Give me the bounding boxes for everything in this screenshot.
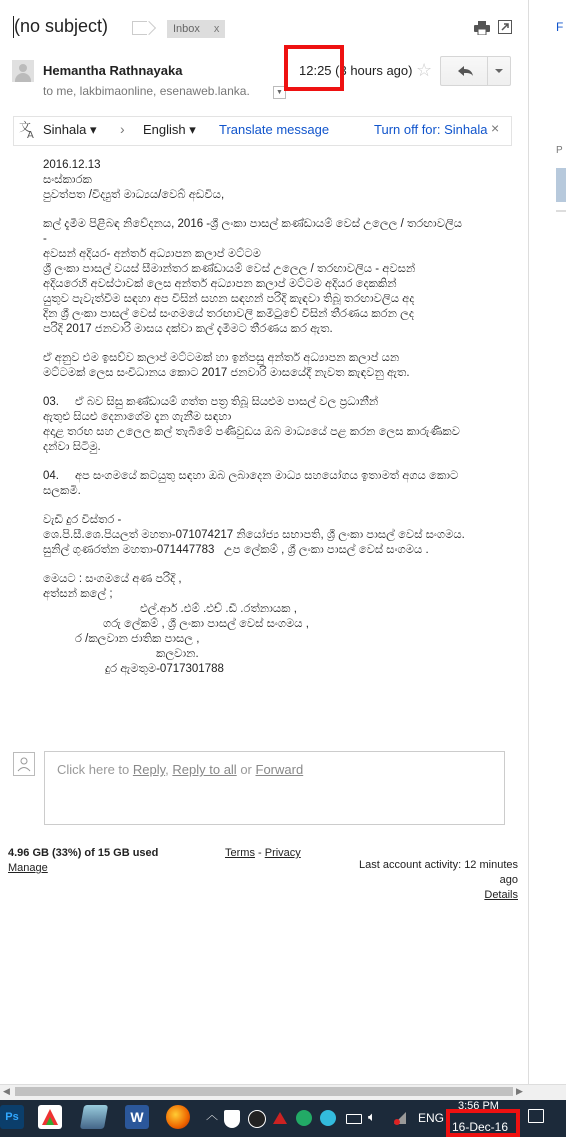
print-icon[interactable] [474,21,490,35]
reply-sep: or [236,762,256,777]
body-line: - [43,233,47,245]
label-icon[interactable] [132,21,147,35]
last-activity [350,858,518,903]
reply-avatar-icon [13,752,35,776]
footer-links [225,847,301,859]
body-line: අත්සන් කලේ ; [43,588,113,600]
source-language-select[interactable]: Sinhala ▾ [43,122,97,137]
svg-text:文: 文 [19,120,32,134]
reply-all-link[interactable]: Reply to all [172,762,237,777]
body-line: සුනිල් ගුණරත්න මහතා-071447783 උප ලේකම් , ශ්‍රී ලංකා පාසල් වෙස් සංගමය . [43,544,429,556]
taskbar-time[interactable]: 3:56 PM [458,1100,499,1112]
message-timestamp[interactable]: 12:25 (3 hours ago) [299,63,413,78]
manage-storage-link[interactable]: Manage [8,862,48,874]
storage-quota: 4.96 GB (33%) of 15 GB used [8,847,159,859]
body-line: ශෙ.පි.සී.ශෙ.පියලත් මහතා-071074217 නියෝජ්‍ය සභාපති, ශ්‍රී ලංකා පාසල් වෙස් සංගමය. [43,529,465,541]
photoshop-icon[interactable]: Ps [0,1105,24,1129]
right-panel-divider [556,210,566,212]
scroll-left-icon[interactable]: ◀ [3,1086,10,1096]
body-line: එල්.ආර් .එම් .එච් .ඩී .රත්නායක , [140,603,297,615]
body-line: ර /කලවාන ජාතික පාසල , [75,633,200,645]
details-link[interactable]: Details [484,889,518,901]
language-arrow-icon: › [120,121,125,137]
date-highlight-box [446,1109,520,1137]
activity-text-ago: ago [499,874,518,886]
app-icon[interactable] [38,1105,62,1129]
scroll-right-icon[interactable]: ▶ [516,1086,523,1096]
right-panel-letter[interactable]: F [556,20,564,34]
body-line: යුතුව පැවැත්වීම සඳහා අප විසින් සහන සඳහන් පරිදි කැඳවා තිබූ තරඟාවලිය අද [43,293,415,305]
reply-button[interactable] [440,56,488,86]
sender-avatar [12,60,34,82]
recipients-list: to me, lakbimaonline, esenaweb.lanka. [43,84,250,98]
new-window-icon[interactable] [498,20,512,34]
body-line: ගරු ලේකම් , ශ්‍රී ලංකා පාසල් වෙස් සංගමය , [103,618,309,630]
body-line: වැඩි දුර විස්තර - [43,514,122,526]
email-subject: (no subject) [14,16,109,36]
reply-prompt [57,762,303,777]
body-line: අදියරෙහි අවස්ථාවක් ලෙස අන්තර් අධ්‍යාපන කලාප් මට්ටම අදියර දෙකකින් [43,278,397,290]
target-language-select[interactable]: English ▾ [143,122,196,137]
tray-green-icon[interactable] [296,1110,312,1126]
timestamp-highlight-box [284,45,344,91]
close-translate-bar-icon[interactable]: × [491,120,500,136]
inbox-label-text: Inbox [173,23,200,35]
turn-off-translation-link[interactable]: Turn off for: Sinhala [374,122,488,137]
body-line: පුවත්පත /විද්‍යුත් මාධ්‍යය/වෙබ් අඩවිය, [43,189,225,201]
show-hidden-icons-icon[interactable]: ︿ [206,1108,219,1122]
scrollbar-thumb[interactable] [15,1087,513,1096]
sender-name[interactable]: Hemantha Rathnayaka [43,63,183,78]
body-line: 03. ඒ බව සිසු කණ්ඩායම් ගත්ත පත්‍ර තිබූ සියළුම පාසල් වල ප්‍රධානීන් [43,396,379,408]
tray-red-icon[interactable] [272,1110,288,1126]
star-icon[interactable]: ☆ [416,60,433,80]
right-panel-thumbnail [556,168,566,202]
more-actions-button[interactable] [487,56,511,86]
input-language[interactable]: ENG [418,1111,445,1125]
body-line: දන්වා සිටිමු. [43,441,101,453]
battery-icon[interactable] [346,1114,362,1124]
word-icon[interactable]: W [125,1105,149,1129]
footer-links-separator: - [254,847,265,859]
app-icon-book[interactable] [80,1105,108,1129]
reply-arrow-icon [441,57,487,85]
body-line: මට්ටමක් ලෙස සංවිධානය කොට 2017 ජනවාරි මාසයේදී නැවත කැඳවනු ඇත. [43,367,410,379]
body-line: සංස්කාරක [43,174,92,186]
body-line: අවසන් අදියර- අන්තර් අධ්‍යාපන කලාප් මට්ටම [43,248,261,260]
security-shield-icon[interactable] [224,1110,240,1128]
activity-text: Last account activity: 12 minutes [359,859,518,871]
body-line: ශ්‍රී ලංකා පාසල් වයස් සීමාන්තර කණ්ඩායම් වෙස් උලෙල / තරඟාවලිය - අවසන් [43,263,416,275]
svg-text:A: A [27,130,34,139]
right-side-panel [528,0,566,1085]
body-line: අදාළ තරඟ සහ උලෙල කල් තැබීමේ පණිවුඩය ඔබ මාධ්‍යයේ පළ කරන ලෙස කාරුණිකව [43,426,460,438]
tray-cloud-icon[interactable] [320,1110,336,1126]
message-body [43,158,503,691]
body-line: කලවාන. [156,648,199,660]
body-line: සලකමි. [43,485,81,497]
remove-label-button[interactable]: x [213,23,220,35]
forward-link[interactable]: Forward [255,762,304,777]
volume-icon[interactable]: 🔈︎ [368,1109,376,1124]
right-panel-letter-p: P [556,145,563,156]
body-line: කල් දැමීම පිළිබඳ නිවේදනය, 2016 -ශ්‍රී ලංකා පාසල් කණ්ඩායම් වෙස් උලෙල / තරඟාවලිය [43,218,463,230]
chevron-down-icon [488,57,510,85]
body-line: ඇතුළු සියළු දෙනාගේම දැන ගැනීම සඳහා [43,411,232,423]
body-line: දින ශ්‍රී ලංකා පාසල් වෙස් සංගමයේ තරඟාවලි කමිටුවේ විසින් තීරණය කරන ලද [43,308,414,320]
body-line: 04. අප සංගමයේ කටයුතු සඳහා ඔබ ලබාදෙන මාධ්‍ය සහයෝගය ඉතාමත් අගය කොට [43,470,459,482]
body-line: දුර ඇමතුම-0717301788 [105,663,224,675]
translate-icon [18,119,38,142]
inbox-label-chip[interactable] [167,20,225,38]
translate-message-link[interactable]: Translate message [219,122,330,137]
taskbar-date[interactable]: 16-Dec-16 [452,1120,509,1134]
reply-link[interactable]: Reply [132,762,166,777]
notification-center-icon[interactable] [528,1109,544,1123]
show-details-icon[interactable]: ▼ [273,86,286,99]
network-icon[interactable] [392,1110,408,1126]
reply-sep: , [165,762,173,777]
body-line: පරිදි 2017 ජනවාරි මාසය දක්වා කල් දැමීමට තීරණය කර ඇත. [43,323,333,335]
terms-link[interactable]: Terms [225,847,255,859]
reply-prefix: Click here to [57,762,133,777]
privacy-link[interactable]: Privacy [264,847,301,859]
tray-app-icon[interactable] [248,1110,266,1128]
body-line: ඒ අනුව එම ඉසව්ව කලාප් මට්ටමක් හා ඉන්පසු අන්තර් අධ්‍යාපන කලාප් යන [43,352,400,364]
firefox-icon[interactable] [166,1105,190,1129]
body-line: 2016.12.13 [43,159,101,171]
body-line: මෙයට : සංගමයේ අණ පරිදි , [43,573,182,585]
